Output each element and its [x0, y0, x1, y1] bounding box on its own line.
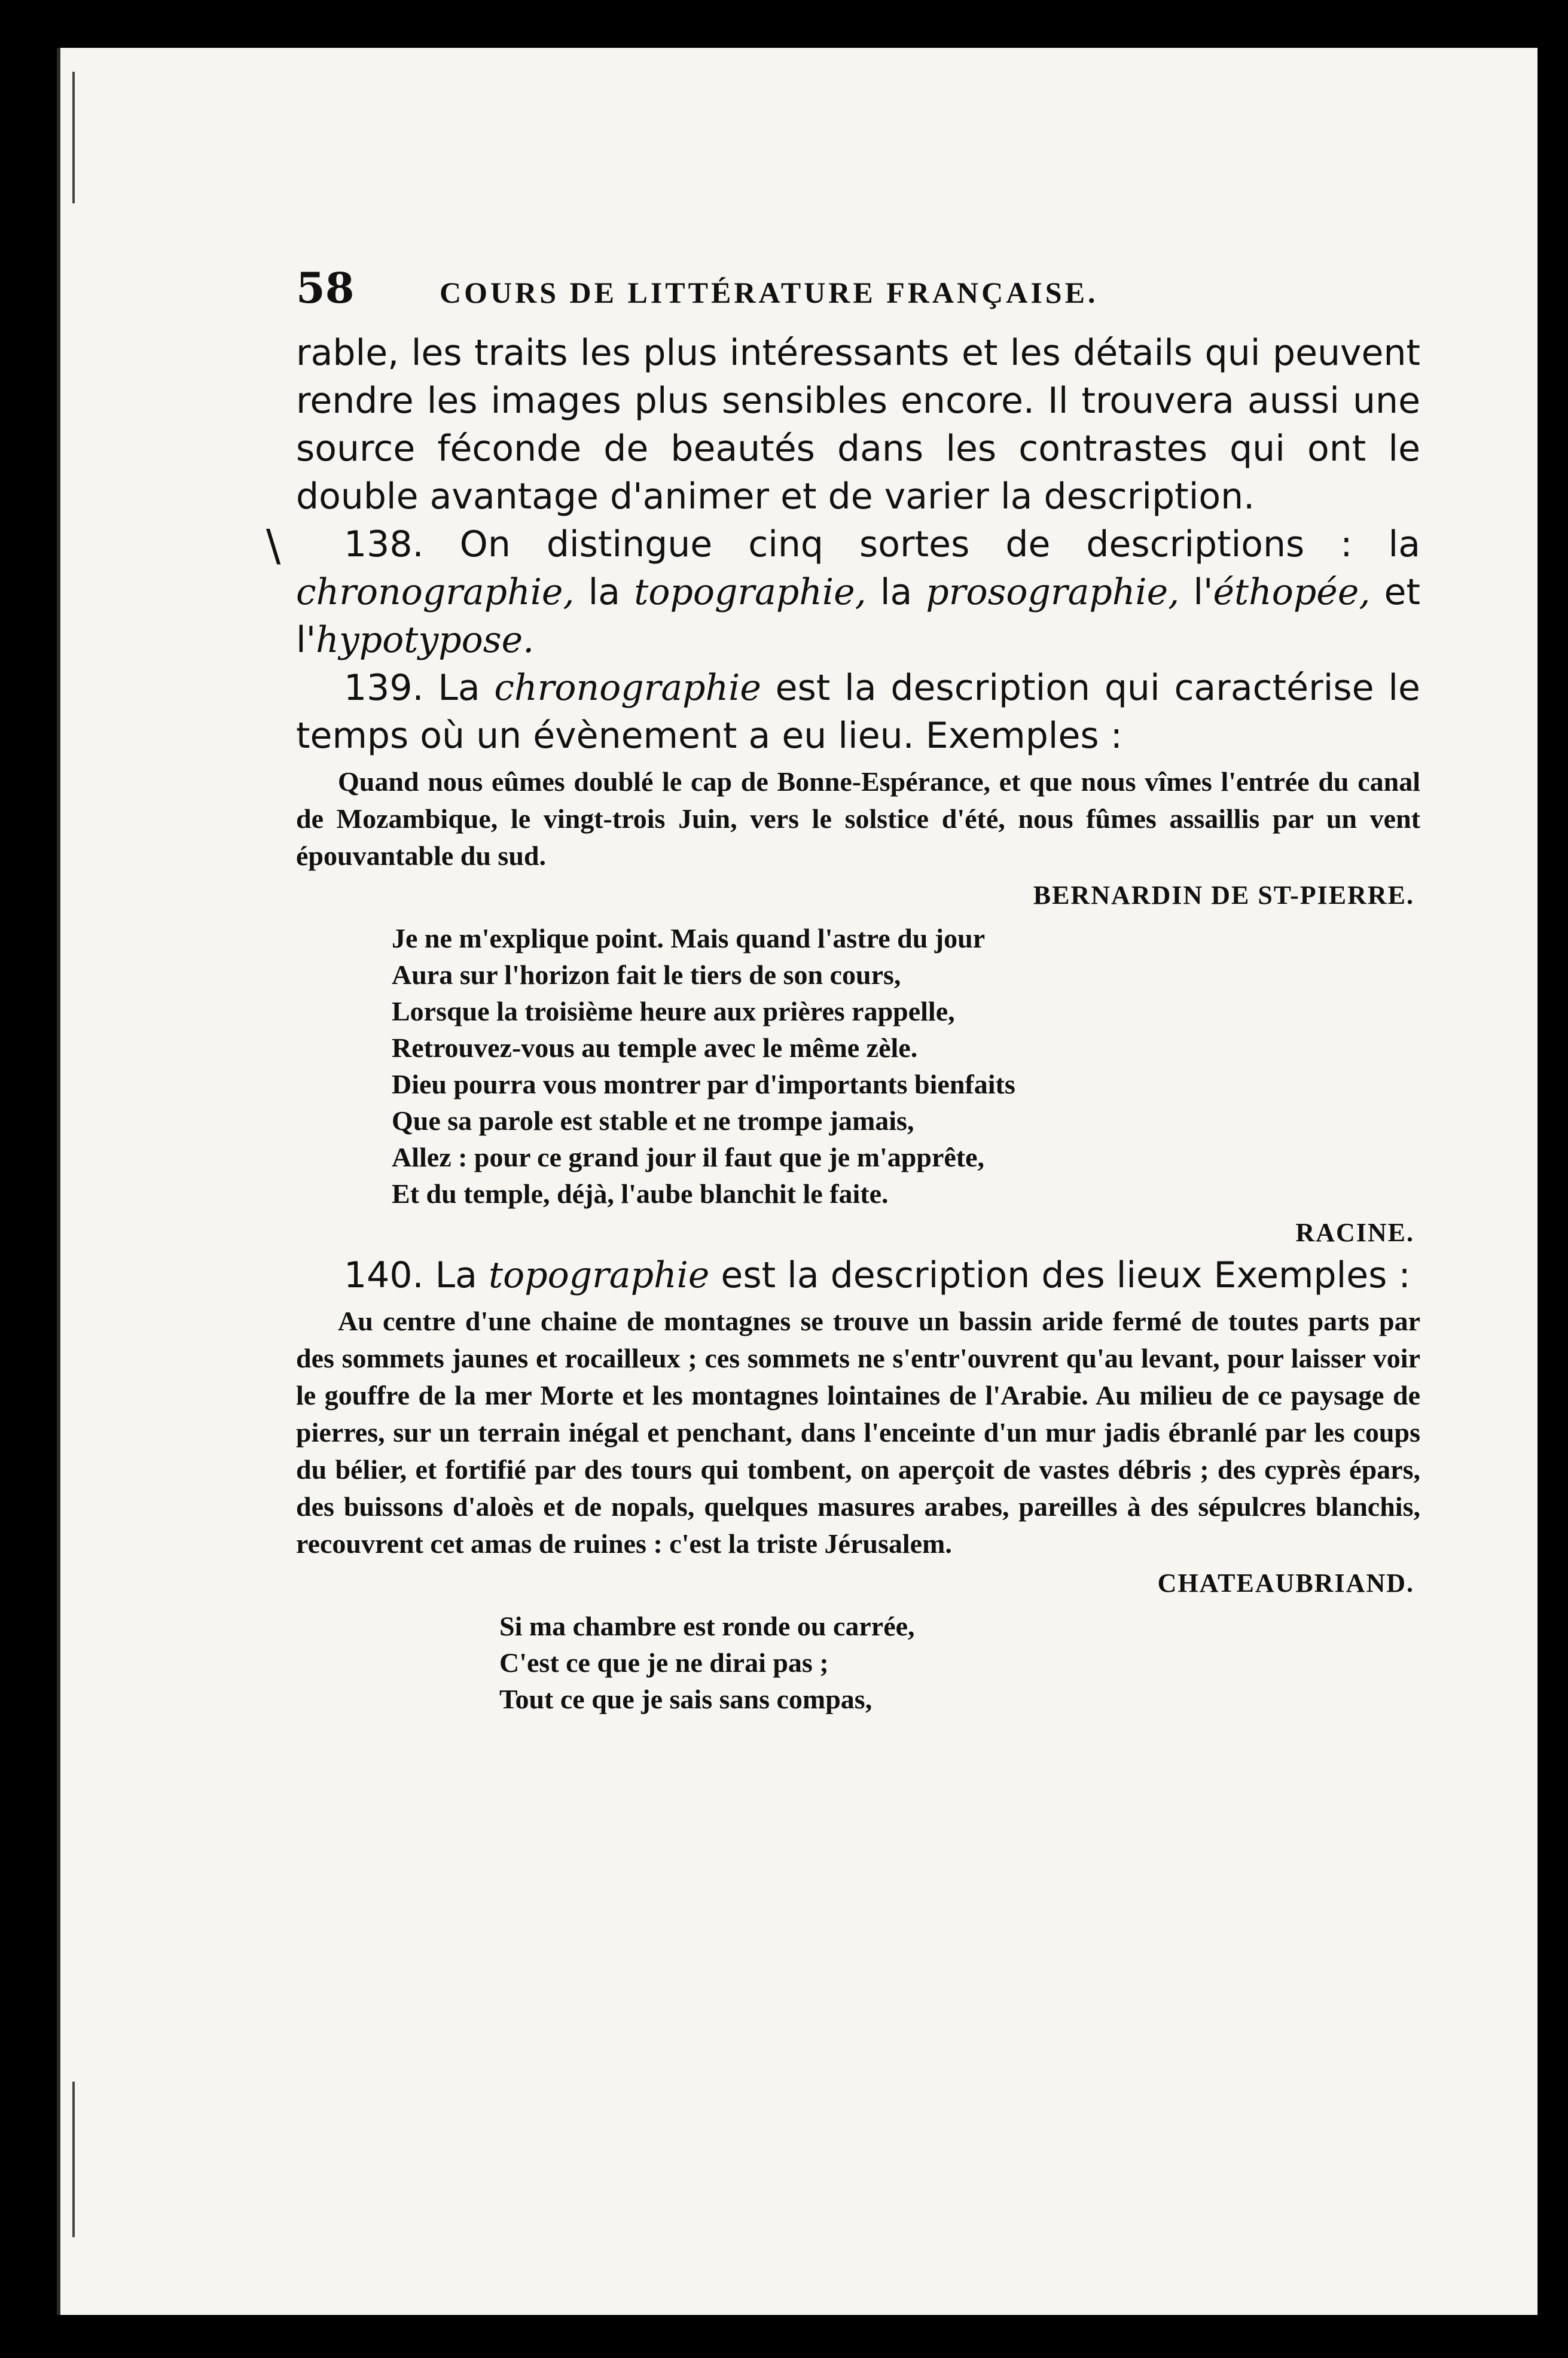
text-run: la [880, 571, 913, 613]
text-run: est la description qui caractérise le temps où un évènement a eu lieu. Exemples : [296, 667, 1420, 757]
verse-line: Dieu pourra vous montrer par d'importants bienfaits [392, 1069, 1015, 1099]
gutter-mark [72, 72, 75, 203]
verse-line: Si ma chambre est ronde ou carrée, [499, 1611, 915, 1641]
verse-line: Allez : pour ce grand jour il faut que je m'apprête, [392, 1142, 985, 1172]
section-140-text [296, 1251, 1420, 1299]
term-topographie: topographie [488, 1254, 710, 1296]
verse-quote [296, 1608, 1420, 1717]
term-ethopee: éthopée, [1213, 571, 1371, 613]
prose-quote: Quand nous eûmes doublé le cap de Bonne-Espérance, et que nous vîmes l'entrée du canal de Mozambique, le vingt-trois Juin, vers le solstice d'été, nous fûmes assaillis par un vent épouvantable du sud. [296, 766, 1420, 871]
section-139 [296, 664, 1420, 1251]
section-138 [266, 520, 1420, 664]
verse-line: Retrouvez-vous au temple avec le même zèle. [392, 1032, 918, 1063]
margin-mark: \ [266, 520, 281, 571]
text-run: est la description des lieux Exemples : [721, 1254, 1411, 1296]
verse-line: C'est ce que je ne dirai pas ; [499, 1647, 829, 1678]
text-run: La [435, 1254, 477, 1296]
term-chronographie: chronographie [494, 667, 761, 709]
verse-quote [296, 920, 1420, 1212]
text-run: la [588, 571, 621, 613]
verse-line: Que sa parole est stable et ne trompe jamais, [392, 1105, 914, 1136]
text-run: et l' [296, 571, 1420, 661]
section-139-text [296, 664, 1420, 760]
section-140 [296, 1251, 1420, 1717]
section-number: 138. [344, 523, 424, 565]
verse-author: RACINE. [1295, 1218, 1414, 1247]
running-head [296, 263, 1420, 329]
section-number: 140. [344, 1254, 424, 1296]
intro-paragraph: rable, les traits les plus intéressants et les détails qui peuvent rendre les images plus sensibles encore. Il trouvera aussi une source féconde de beautés dans les contrastes qui ont le double avantage d'animer et de varier la description. [296, 332, 1420, 517]
page-number: 58 [296, 263, 355, 313]
term-topographie: topographie, [634, 571, 867, 613]
running-title: COURS DE LITTÉRATURE FRANÇAISE. [440, 276, 1099, 309]
quote-author: BERNARDIN DE ST-PIERRE. [1033, 881, 1414, 910]
verse-line: Je ne m'explique point. Mais quand l'astre du jour [392, 923, 986, 953]
verse-line: Aura sur l'horizon fait le tiers de son cours, [392, 959, 901, 990]
text-run: On distingue cinq sortes de descriptions : la [459, 523, 1420, 565]
term-chronographie: chronographie, [296, 571, 575, 613]
prose-quote: Au centre d'une chaine de montagnes se trouve un bassin aride fermé de toutes parts par des sommets jaunes et rocailleux ; ces sommets ne s'entr'ouvrent qu'au levant, pour laisser voir le gouffre de la mer Morte et les montagnes lointaines de l'Arabie. Au milieu de ce paysage de pierres, sur un terrain inégal et penchant, dans l'enceinte d'un mur jadis ébranlé par les coups du bélier, et fortifié par des tours qui tombent, on aperçoit de vastes débris ; des cyprès épars, des buissons d'aloès et de nopals, quelques masures arabes, pareilles à des sépulcres blanchis, recouvrent cet amas de ruines : c'est la triste Jérusalem. [296, 1306, 1420, 1559]
text-run: l' [1193, 571, 1213, 613]
term-hypotypose: hypotypose. [316, 619, 535, 661]
verse-line: Tout ce que je sais sans compas, [499, 1684, 873, 1714]
term-prosographie: prosographie, [926, 571, 1180, 613]
section-138-text [296, 520, 1420, 664]
text-run: La [438, 667, 480, 709]
page-content [266, 263, 1420, 1717]
verse-line: Lorsque la troisième heure aux prières rappelle, [392, 996, 955, 1026]
gutter-mark [72, 2082, 75, 2237]
quote-author: CHATEAUBRIAND. [1157, 1568, 1414, 1598]
verse-line: Et du temple, déjà, l'aube blanchit le faite. [392, 1178, 889, 1209]
section-number: 139. [344, 667, 424, 709]
